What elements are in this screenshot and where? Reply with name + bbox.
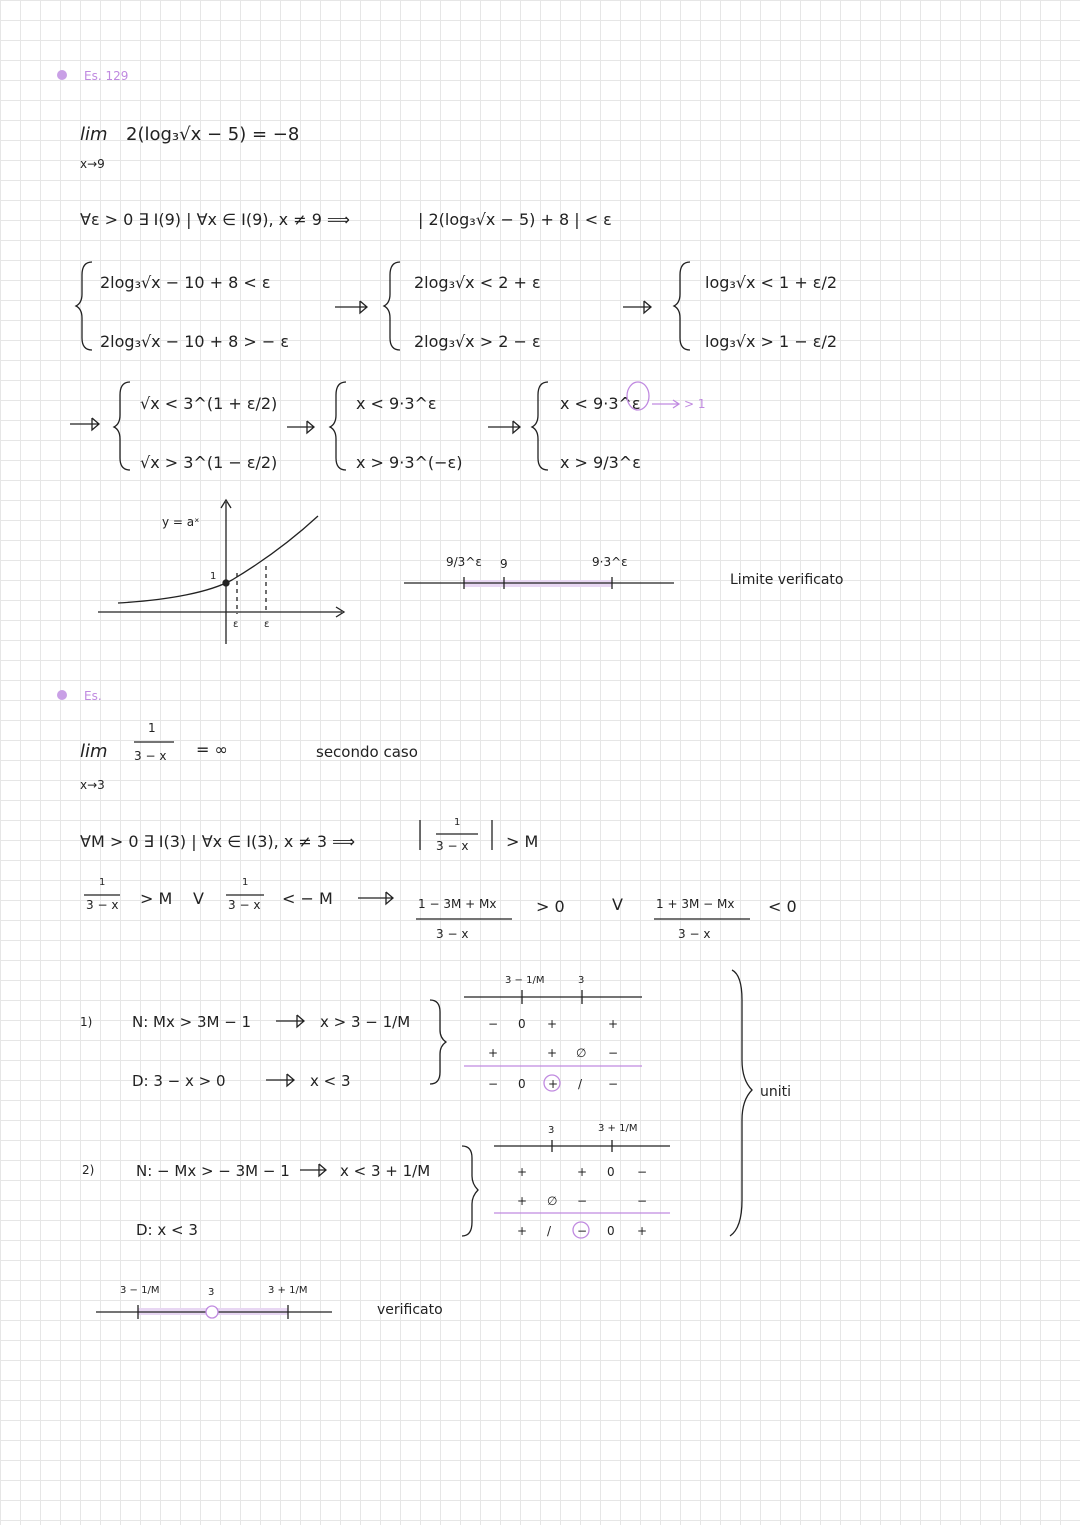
- split-f1-rel: > M: [140, 889, 173, 908]
- limit-2-equals: = ∞: [196, 740, 228, 759]
- close-brace-2: [462, 1146, 478, 1236]
- exp-curve: [118, 516, 318, 603]
- M-definition: ∀M > 0 ∃ I(3) | ∀x ∈ I(3), x ≠ 3 ⟹: [80, 832, 356, 851]
- final-axis-label-3: 3 + 1/M: [268, 1285, 308, 1296]
- union-brace: [730, 970, 752, 1236]
- case-1-denominator: D: 3 − x > 0: [132, 1072, 226, 1090]
- c1-d-2: +: [547, 1046, 558, 1060]
- split-f4-rel: < 0: [768, 897, 797, 916]
- c2-n-4: −: [637, 1165, 648, 1179]
- case-1-axis-label-2: 3: [578, 975, 585, 986]
- brace-system-6: [532, 382, 548, 470]
- c1-n-3: +: [547, 1017, 558, 1031]
- arrow-9: [300, 1164, 326, 1176]
- c2-d-1: +: [517, 1194, 528, 1208]
- system-3-line-1: log₃√x < 1 + ε/2: [705, 273, 838, 292]
- system-2-line-2: 2log₃√x > 2 − ε: [414, 332, 541, 351]
- arrow-7: [276, 1015, 304, 1027]
- c1-d-4: −: [608, 1046, 619, 1060]
- graph-one-label: 1: [210, 571, 217, 582]
- case-2-denominator: D: x < 3: [136, 1221, 198, 1239]
- system-6-line-1: x < 9·3^ε: [560, 394, 641, 413]
- c2-n-1: +: [517, 1165, 528, 1179]
- system-4-line-2: √x > 3^(1 − ε/2): [140, 453, 278, 472]
- case-1-numerator: N: Mx > 3M − 1: [132, 1013, 252, 1031]
- c1-r-5: −: [608, 1077, 619, 1091]
- split-f1-num: 1: [99, 877, 106, 888]
- c1-d-1: +: [488, 1046, 499, 1060]
- final-axis-label-1: 3 − 1/M: [120, 1285, 160, 1296]
- brace-system-3: [674, 262, 690, 350]
- brace-system-1: [76, 262, 92, 350]
- system-4-line-1: √x < 3^(1 + ε/2): [140, 394, 278, 413]
- arrow-3: [70, 418, 99, 430]
- M-definition-tail: > M: [506, 832, 539, 851]
- c1-n-4: +: [608, 1017, 619, 1031]
- arrow-8: [266, 1074, 294, 1086]
- case-1-number: 1): [80, 1015, 93, 1029]
- case-2-axis-label-1: 3: [548, 1125, 555, 1136]
- system-6-line-2: x > 9/3^ε: [560, 453, 641, 472]
- close-brace-1: [430, 1000, 446, 1084]
- split-f4-den: 3 − x: [678, 927, 711, 941]
- case-1-numerator-result: x > 3 − 1/M: [320, 1013, 411, 1031]
- split-f1-den: 3 − x: [86, 898, 119, 912]
- M-definition-numerator: 1: [454, 817, 461, 828]
- system-6-note: > 1: [684, 397, 706, 411]
- limit-subscript: x→9: [80, 157, 105, 171]
- c2-d-2: ∅: [547, 1194, 558, 1208]
- limit-word-2: lim: [80, 741, 108, 762]
- epsilon-definition: ∀ε > 0 ∃ I(9) | ∀x ∈ I(9), x ≠ 9 ⟹: [80, 210, 350, 229]
- line-label-mid: 9: [500, 557, 508, 571]
- arrow-2: [623, 301, 651, 313]
- split-f3-den: 3 − x: [436, 927, 469, 941]
- split-f4-num: 1 + 3M − Mx: [656, 897, 735, 911]
- brace-system-4: [114, 382, 130, 470]
- split-or-1: V: [193, 889, 204, 908]
- limit-2-subscript: x→3: [80, 778, 105, 792]
- arrow-6: [358, 892, 393, 904]
- case-2-numerator: N: − Mx > − 3M − 1: [136, 1162, 290, 1180]
- case-2-number: 2): [82, 1163, 95, 1177]
- limit-2-numerator: 1: [148, 721, 156, 735]
- limit-expression: 2(log₃√x − 5) = −8: [126, 124, 300, 145]
- system-1-line-2: 2log₃√x − 10 + 8 > − ε: [100, 332, 290, 351]
- conclusion-2: verificato: [377, 1302, 443, 1318]
- M-definition-denominator: 3 − x: [436, 839, 469, 853]
- limit-word: lim: [80, 124, 108, 145]
- system-5-line-2: x > 9·3^(−ε): [356, 453, 463, 472]
- union-note: uniti: [760, 1084, 792, 1100]
- line-label-right: 9·3^ε: [592, 555, 628, 569]
- graph-eps-label-2: ε: [264, 619, 270, 630]
- case-2-numerator-result: x < 3 + 1/M: [340, 1162, 431, 1180]
- arrow-4: [287, 421, 314, 433]
- system-3-line-2: log₃√x > 1 − ε/2: [705, 332, 838, 351]
- c2-r-3: −: [577, 1224, 588, 1238]
- split-f3-rel: > 0: [536, 897, 565, 916]
- split-f2-rel: < − M: [282, 889, 333, 908]
- graph-point: [223, 580, 229, 586]
- c2-d-3: −: [577, 1194, 588, 1208]
- case-1-denominator-result: x < 3: [310, 1072, 351, 1090]
- final-axis-label-2: 3: [208, 1287, 215, 1298]
- limit-2-denominator: 3 − x: [134, 749, 167, 763]
- case-2-axis-label-2: 3 + 1/M: [598, 1123, 638, 1134]
- split-f2-den: 3 − x: [228, 898, 261, 912]
- c1-n-1: −: [488, 1017, 499, 1031]
- system-5-line-1: x < 9·3^ε: [356, 394, 437, 413]
- c1-r-3: +: [548, 1077, 559, 1091]
- arrow-5: [488, 421, 520, 433]
- split-f3-num: 1 − 3M + Mx: [418, 897, 497, 911]
- c2-d-4: −: [637, 1194, 648, 1208]
- exercise-1-label: Es. 129: [84, 69, 129, 83]
- case-note: secondo caso: [316, 743, 418, 761]
- line-label-left: 9/3^ε: [446, 555, 482, 569]
- split-f2-num: 1: [242, 877, 249, 888]
- c2-r-1: +: [517, 1224, 528, 1238]
- split-or-2: V: [612, 895, 623, 914]
- c2-r-5: +: [637, 1224, 648, 1238]
- exercise-2-label: Es.: [84, 689, 102, 703]
- c2-n-3: 0: [607, 1165, 615, 1179]
- graph-eps-label-1: ε: [233, 619, 239, 630]
- conclusion-1: Limite verificato: [730, 572, 844, 588]
- c2-r-2: /: [547, 1224, 552, 1238]
- system-1-line-1: 2log₃√x − 10 + 8 < ε: [100, 273, 271, 292]
- c1-r-1: −: [488, 1077, 499, 1091]
- circled-term: [627, 382, 649, 410]
- c1-n-2: 0: [518, 1017, 526, 1031]
- c1-r-4: /: [578, 1077, 583, 1091]
- brace-system-5: [330, 382, 346, 470]
- c2-r-4: 0: [607, 1224, 615, 1238]
- brace-system-2: [384, 262, 400, 350]
- graph-label: y = aˣ: [162, 515, 200, 529]
- c1-d-3: ∅: [576, 1046, 587, 1060]
- system-2-line-1: 2log₃√x < 2 + ε: [414, 273, 541, 292]
- c2-n-2: +: [577, 1165, 588, 1179]
- arrow-1: [335, 301, 367, 313]
- c1-r-2: 0: [518, 1077, 526, 1091]
- excluded-point: [206, 1306, 218, 1318]
- case-1-axis-label-1: 3 − 1/M: [505, 975, 545, 986]
- epsilon-definition-rhs: | 2(log₃√x − 5) + 8 | < ε: [418, 210, 612, 229]
